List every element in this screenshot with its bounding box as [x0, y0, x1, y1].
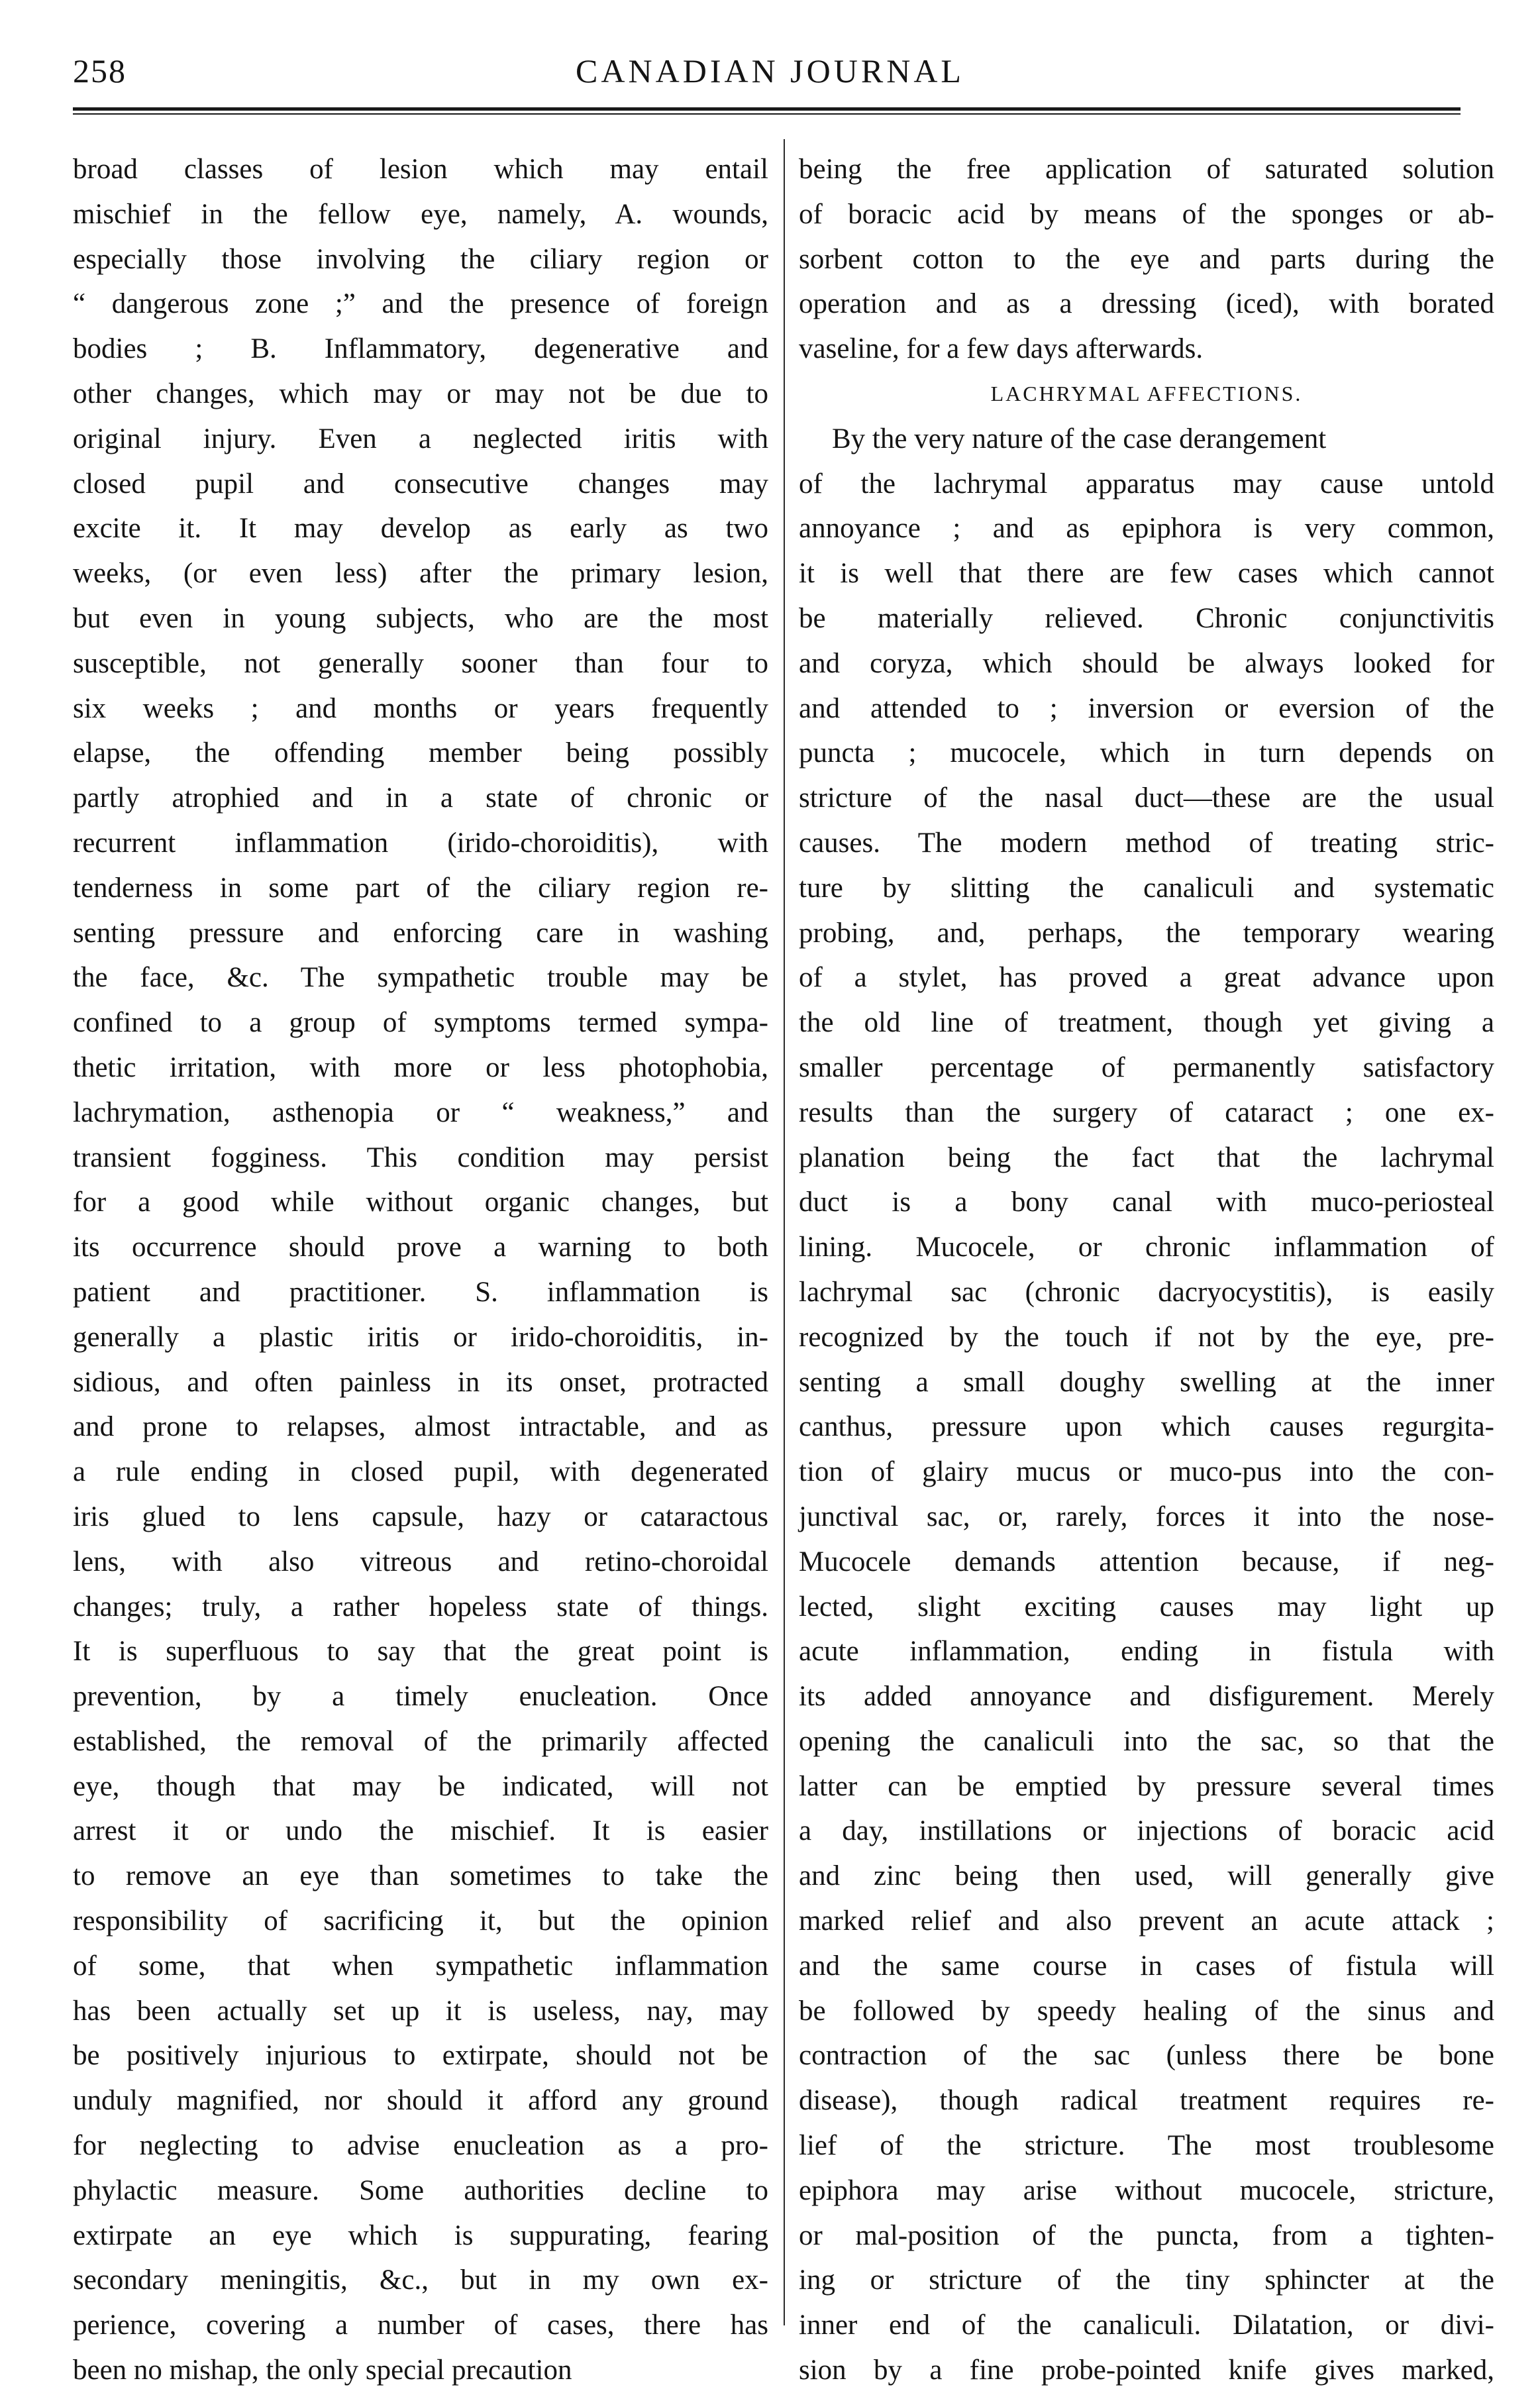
text-line: duct is a bony canal with muco-periosteal — [799, 1187, 1494, 1218]
text-line: to remove an eye than sometimes to take the — [73, 1860, 768, 1892]
text-line: causes. The modern method of treating stric- — [799, 827, 1494, 859]
text-line: of a stylet, has proved a great advance upon — [799, 962, 1494, 994]
text-line: especially those involving the ciliary region or — [73, 243, 768, 275]
text-line: patient and practitioner. S. inflammation is — [73, 1276, 768, 1308]
text-line: eye, though that may be indicated, will not — [73, 1770, 768, 1802]
text-line: recognized by the touch if not by the eye, pre- — [799, 1321, 1494, 1353]
text-line: confined to a group of symptoms termed sympa- — [73, 1007, 768, 1039]
text-line: senting pressure and enforcing care in washing — [73, 917, 768, 949]
text-line: be materially relieved. Chronic conjunctivitis — [799, 602, 1494, 634]
text-line: lachrymation, asthenopia or “ weakness,” and — [73, 1096, 768, 1128]
text-line: but even in young subjects, who are the most — [73, 602, 768, 634]
text-line: of some, that when sympathetic inflammation — [73, 1950, 768, 1982]
text-line: smaller percentage of permanently satisfactory — [799, 1051, 1494, 1083]
text-line: It is superfluous to say that the great point is — [73, 1636, 768, 1668]
text-line: for a good while without organic changes, but — [73, 1187, 768, 1218]
text-line: sidious, and often painless in its onset, protracted — [73, 1366, 768, 1398]
text-line: of boracic acid by means of the sponges or ab- — [799, 198, 1494, 230]
text-line: phylactic measure. Some authorities decline to — [73, 2174, 768, 2206]
text-line: ture by slitting the canaliculi and systematic — [799, 872, 1494, 904]
text-line: established, the removal of the primarily affected — [73, 1725, 768, 1757]
text-line: been no mishap, the only special precaution — [73, 2355, 572, 2386]
text-line: Mucocele demands attention because, if neg- — [799, 1546, 1494, 1577]
text-line: of the lachrymal apparatus may cause untold — [799, 468, 1494, 500]
column-divider — [784, 139, 785, 2325]
text-line: or mal-position of the puncta, from a tighten- — [799, 2219, 1494, 2251]
text-line: “ dangerous zone ;” and the presence of foreign — [73, 288, 768, 320]
text-line: and the same course in cases of fistula will — [799, 1950, 1494, 1982]
text-line: be positively injurious to extirpate, should not be — [73, 2040, 768, 2072]
text-line: excite it. It may develop as early as two — [73, 513, 768, 545]
running-title: CANADIAN JOURNAL — [576, 52, 964, 89]
text-line: the old line of treatment, though yet giving a — [799, 1007, 1494, 1039]
section-heading: LACHRYMAL AFFECTIONS. — [990, 381, 1303, 405]
text-line: annoyance ; and as epiphora is very common, — [799, 513, 1494, 545]
text-line: original injury. Even a neglected iritis with — [73, 423, 768, 454]
text-line: ing or stricture of the tiny sphincter at the — [799, 2264, 1494, 2296]
text-line: perience, covering a number of cases, there has — [73, 2310, 768, 2341]
text-line: lief of the stricture. The most troublesome — [799, 2130, 1494, 2162]
text-line: planation being the fact that the lachrymal — [799, 1142, 1494, 1173]
text-line: weeks, (or even less) after the primary lesion, — [73, 558, 768, 590]
text-line: susceptible, not generally sooner than four to — [73, 647, 768, 679]
text-line: extirpate an eye which is suppurating, fearing — [73, 2219, 768, 2251]
text-line: and attended to ; inversion or eversion of the — [799, 692, 1494, 724]
text-line: opening the canaliculi into the sac, so that the — [799, 1725, 1494, 1757]
text-line: canthus, pressure upon which causes regurgita- — [799, 1411, 1494, 1443]
text-line: its occurrence should prove a warning to both — [73, 1232, 768, 1263]
text-line: for neglecting to advise enucleation as a pro- — [73, 2130, 768, 2162]
text-line: senting a small doughy swelling at the inner — [799, 1366, 1494, 1398]
text-line: and zinc being then used, will generally give — [799, 1860, 1494, 1892]
text-line: sion by a fine probe-pointed knife gives marked, — [799, 2355, 1494, 2386]
text-line: puncta ; mucocele, which in turn depends on — [799, 737, 1494, 769]
text-line: lected, slight exciting causes may light up — [799, 1591, 1494, 1622]
text-line: epiphora may arise without mucocele, stricture, — [799, 2174, 1494, 2206]
text-line: latter can be emptied by pressure several times — [799, 1770, 1494, 1802]
text-line: thetic irritation, with more or less photophobia, — [73, 1051, 768, 1083]
text-line: and prone to relapses, almost intractable, and as — [73, 1411, 768, 1443]
text-line: a rule ending in closed pupil, with degenerated — [73, 1456, 768, 1488]
text-line: prevention, by a timely enucleation. Once — [73, 1681, 768, 1713]
text-line: unduly magnified, nor should it afford any ground — [73, 2085, 768, 2117]
text-line: acute inflammation, ending in fistula with — [799, 1636, 1494, 1668]
right-column — [799, 147, 1494, 2393]
text-line: contraction of the sac (unless there be bone — [799, 2040, 1494, 2072]
text-line: transient fogginess. This condition may persist — [73, 1142, 768, 1173]
text-line: sorbent cotton to the eye and parts during the — [799, 243, 1494, 275]
text-line: vaseline, for a few days afterwards. — [799, 333, 1204, 365]
text-line: be followed by speedy healing of the sinus and — [799, 1995, 1494, 2027]
text-line: recurrent inflammation (irido-choroiditis), with — [73, 827, 768, 859]
text-line: has been actually set up it is useless, nay, may — [73, 1995, 768, 2027]
text-line: By the very nature of the case derangement — [832, 423, 1327, 454]
text-line: elapse, the offending member being possibly — [73, 737, 768, 769]
text-line: partly atrophied and in a state of chronic or — [73, 782, 768, 814]
text-line: lining. Mucocele, or chronic inflammation of — [799, 1232, 1494, 1263]
text-line: generally a plastic iritis or irido-choroiditis, in- — [73, 1321, 768, 1353]
text-line: lens, with also vitreous and retino-choroidal — [73, 1546, 768, 1577]
text-line: a day, instillations or injections of boracic acid — [799, 1815, 1494, 1847]
text-line: stricture of the nasal duct—these are the usual — [799, 782, 1494, 814]
header-rule-thick — [73, 107, 1461, 111]
text-line: tion of glairy mucus or muco-pus into the con- — [799, 1456, 1494, 1488]
text-line: responsibility of sacrificing it, but the opinion — [73, 1905, 768, 1937]
text-line: probing, and, perhaps, the temporary wearing — [799, 917, 1494, 949]
text-line: mischief in the fellow eye, namely, A. wounds, — [73, 198, 768, 230]
text-line: disease), though radical treatment requires re- — [799, 2085, 1494, 2117]
text-line: and coryza, which should be always looked for — [799, 647, 1494, 679]
page-number: 258 — [73, 52, 127, 89]
text-line: arrest it or undo the mischief. It is easier — [73, 1815, 768, 1847]
text-line: changes; truly, a rather hopeless state of things. — [73, 1591, 768, 1622]
header-rule-thin — [73, 113, 1461, 115]
text-line: operation and as a dressing (iced), with borated — [799, 288, 1494, 320]
text-line: inner end of the canaliculi. Dilatation, or divi- — [799, 2310, 1494, 2341]
left-column — [73, 147, 768, 2393]
text-line: six weeks ; and months or years frequently — [73, 692, 768, 724]
text-line: iris glued to lens capsule, hazy or cataractous — [73, 1501, 768, 1532]
text-line: being the free application of saturated solution — [799, 154, 1494, 185]
text-line: lachrymal sac (chronic dacryocystitis), is easily — [799, 1276, 1494, 1308]
text-line: its added annoyance and disfigurement. Merely — [799, 1681, 1494, 1713]
text-line: junctival sac, or, rarely, forces it into the nose- — [799, 1501, 1494, 1532]
text-line: closed pupil and consecutive changes may — [73, 468, 768, 500]
text-line: results than the surgery of cataract ; one ex- — [799, 1096, 1494, 1128]
text-line: tenderness in some part of the ciliary region re- — [73, 872, 768, 904]
text-line: bodies ; B. Inflammatory, degenerative and — [73, 333, 768, 365]
text-line: the face, &c. The sympathetic trouble may be — [73, 962, 768, 994]
text-line: marked relief and also prevent an acute attack ; — [799, 1905, 1494, 1937]
text-line: secondary meningitis, &c., but in my own ex- — [73, 2264, 768, 2296]
text-line: broad classes of lesion which may entail — [73, 154, 768, 185]
text-line: other changes, which may or may not be due to — [73, 378, 768, 409]
text-line: it is well that there are few cases which cannot — [799, 558, 1494, 590]
